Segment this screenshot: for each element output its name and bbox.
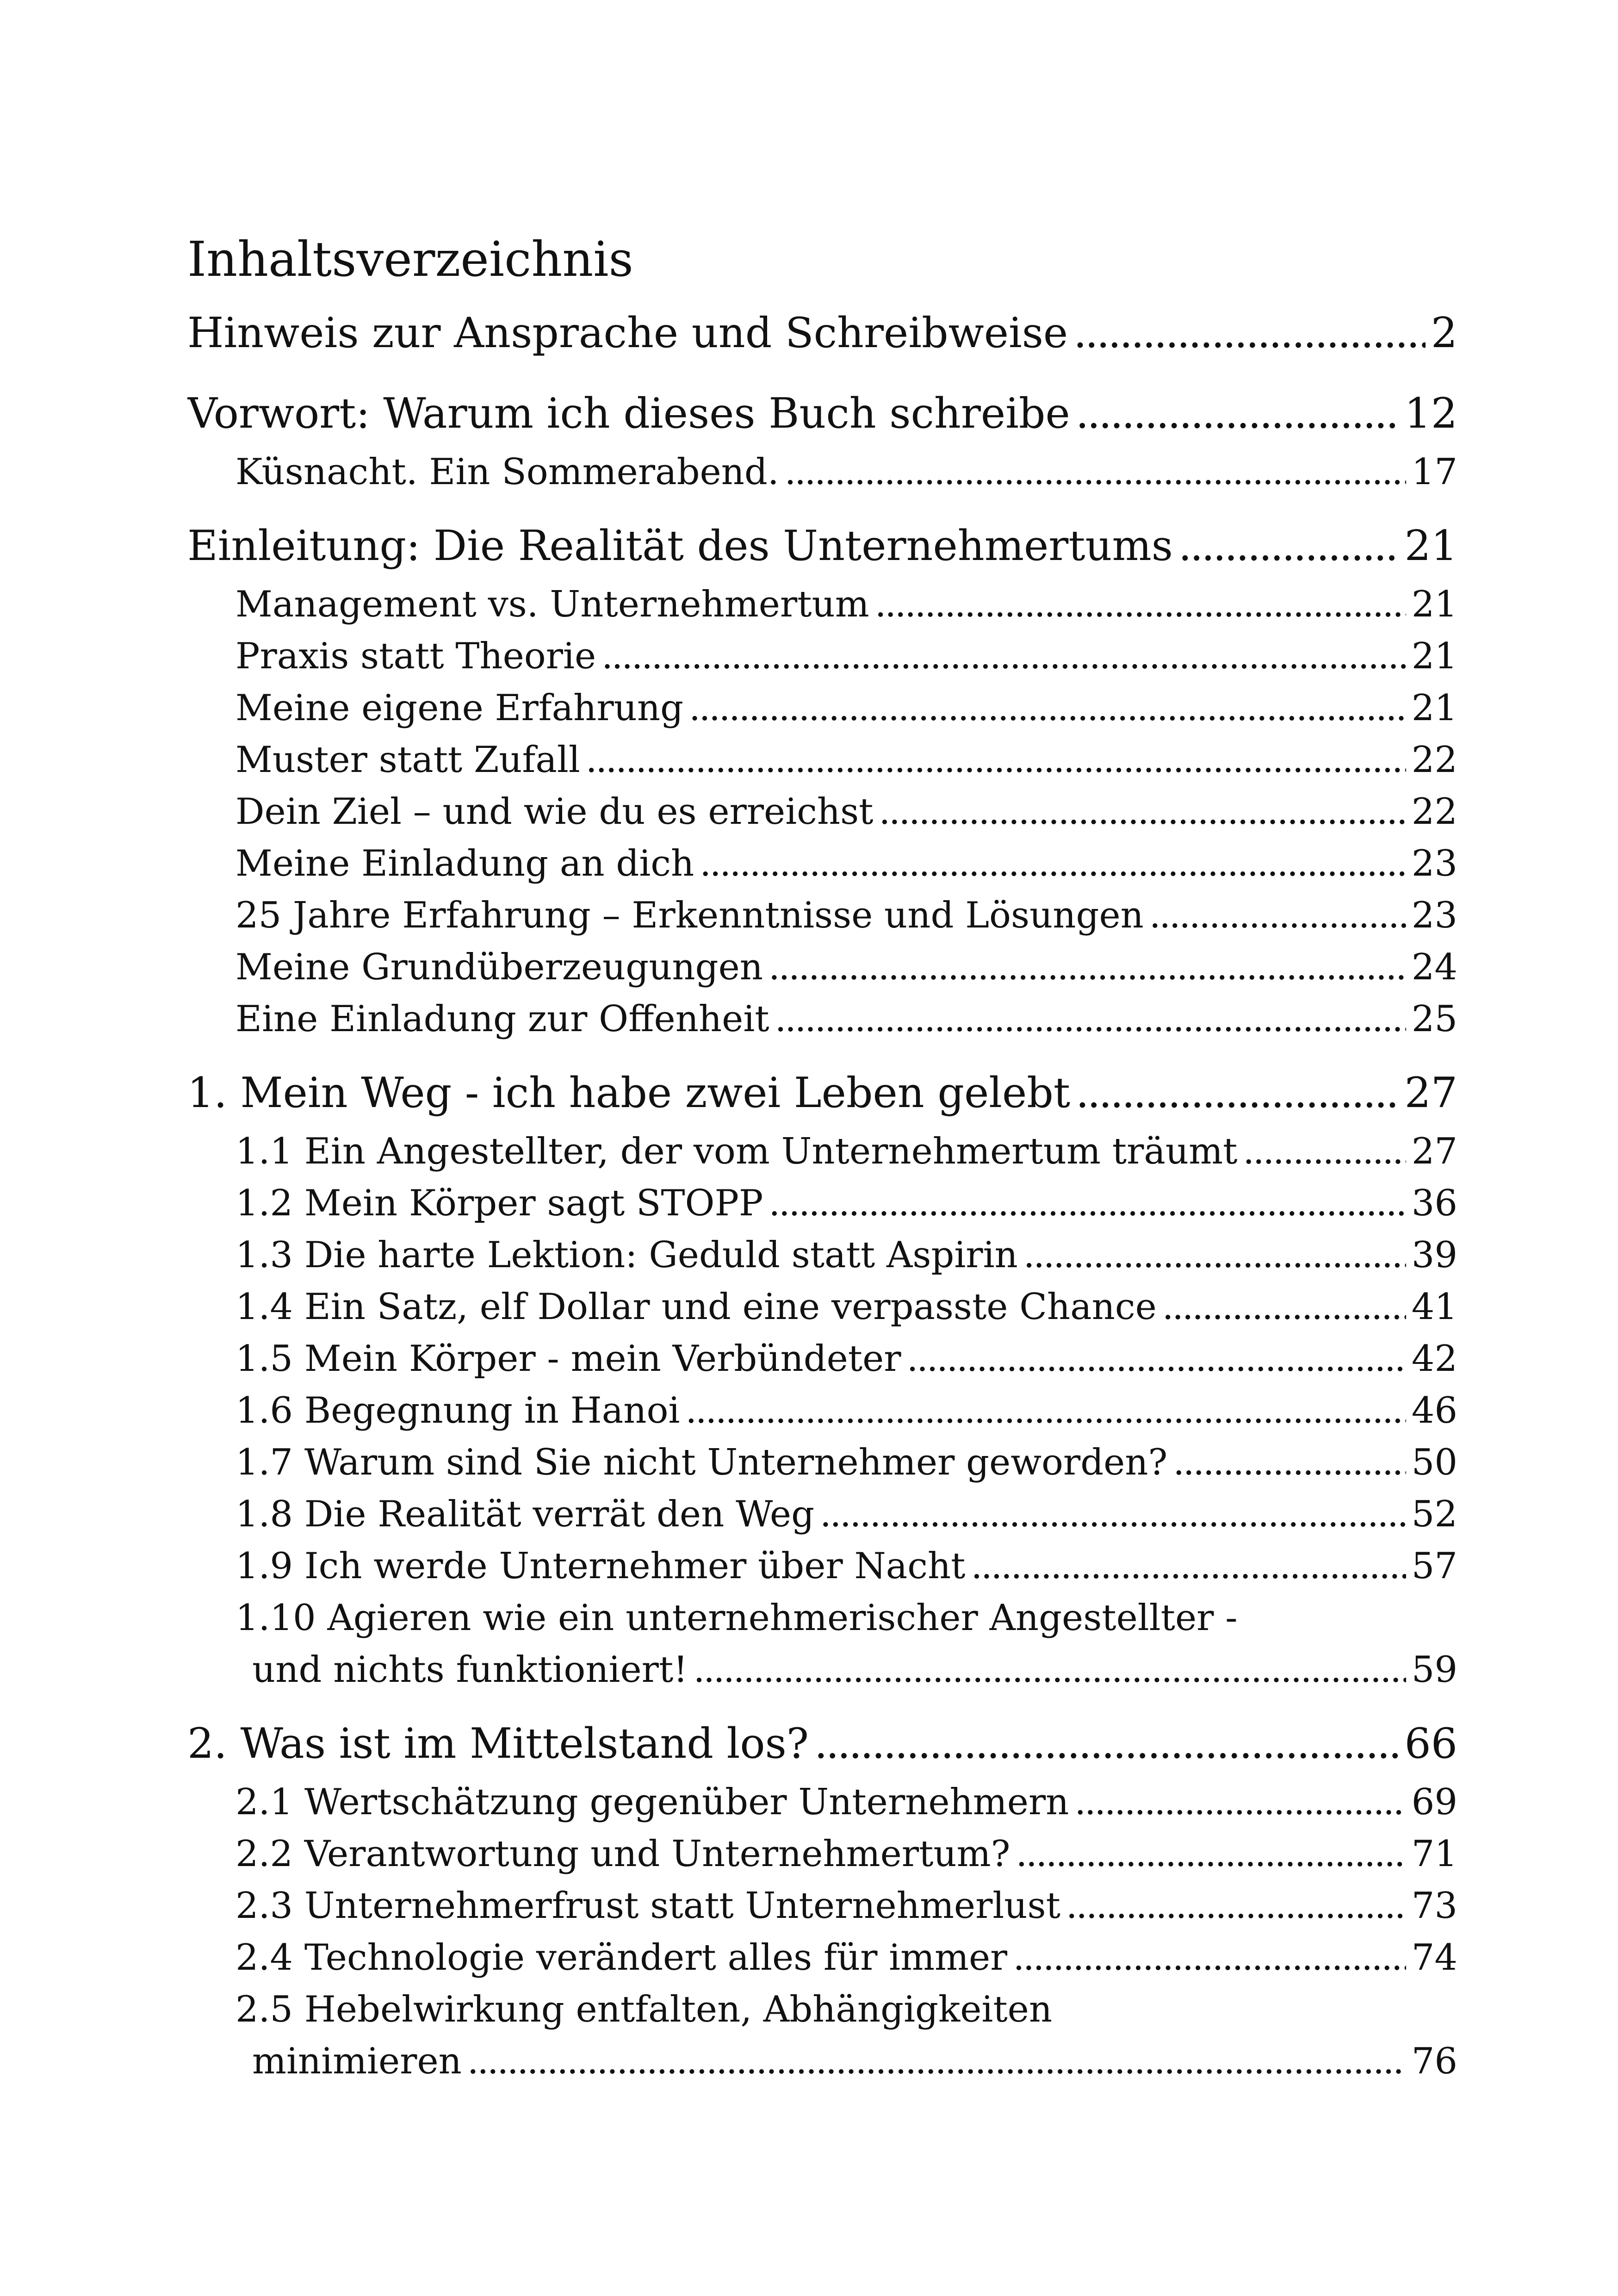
toc-subentry[interactable] — [187, 1880, 1457, 1932]
toc-subentry-page: 17 — [1411, 451, 1457, 493]
dot-leader — [1066, 1880, 1406, 1932]
toc-subentry[interactable] — [187, 579, 1457, 630]
toc-subentry-title: 25 Jahre Erfahrung – Erkenntnisse und Lösungen — [236, 895, 1144, 936]
toc-subentry[interactable] — [187, 1385, 1457, 1437]
dot-leader — [467, 2035, 1406, 2087]
toc-subentry[interactable] — [187, 1333, 1457, 1385]
dot-leader — [879, 786, 1406, 838]
toc-subentry[interactable] — [187, 630, 1457, 682]
toc-subentry-title: 2.1 Wertschätzung gegenüber Unternehmern — [236, 1781, 1069, 1823]
toc-subentry-page: 24 — [1411, 946, 1457, 988]
dot-leader — [775, 993, 1406, 1045]
toc-subentry-title: 2.2 Verantwortung und Unternehmertum? — [236, 1833, 1010, 1875]
toc-entry[interactable] — [187, 1061, 1457, 1126]
toc-subentry-page: 46 — [1411, 1390, 1457, 1431]
toc-subentry[interactable] — [187, 1281, 1457, 1333]
dot-leader — [1076, 381, 1399, 446]
toc-subentry-page: 23 — [1411, 843, 1457, 884]
dot-leader — [1173, 1437, 1406, 1488]
toc-subentry-page: 39 — [1411, 1234, 1457, 1276]
toc-subentry-title: Meine Grundüberzeugungen — [236, 946, 763, 988]
toc-entry-page: 12 — [1404, 389, 1457, 438]
toc-subentry-wrapped-first-line[interactable]: 2.5 Hebelwirkung entfalten, Abhängigkeiten — [236, 1989, 1053, 2030]
toc-entry[interactable] — [187, 514, 1457, 579]
toc-subentry-title: 1.3 Die harte Lektion: Geduld statt Aspirin — [236, 1234, 1018, 1276]
toc-entry-title: 1. Mein Weg - ich habe zwei Leben gelebt — [187, 1069, 1071, 1117]
toc-subentry[interactable] — [187, 682, 1457, 734]
dot-leader — [1023, 1229, 1406, 1281]
dot-leader — [814, 1711, 1399, 1776]
toc-chapter — [187, 1061, 1457, 1696]
toc-subentry-title: und nichts funktioniert! — [252, 1649, 688, 1691]
dot-leader — [1073, 301, 1426, 366]
dot-leader — [820, 1488, 1406, 1540]
toc-subentry-page: 76 — [1411, 2041, 1457, 2082]
toc-subentry-page: 22 — [1411, 791, 1457, 833]
toc-subentry-page: 73 — [1411, 1885, 1457, 1927]
toc-subentry[interactable] — [187, 1437, 1457, 1488]
dot-leader — [1074, 1776, 1406, 1828]
toc-subentry-title: Dein Ziel – und wie du es erreichst — [236, 791, 874, 833]
toc-subentry-page: 69 — [1411, 1781, 1457, 1823]
dot-leader — [1013, 1932, 1406, 1984]
toc-subentry-title: 1.8 Die Realität verrät den Weg — [236, 1493, 815, 1535]
toc-subentry[interactable] — [187, 838, 1457, 890]
dot-leader — [907, 1333, 1406, 1385]
toc-subentry-title: Management vs. Unternehmertum — [236, 584, 869, 625]
toc-subentry-page: 36 — [1411, 1182, 1457, 1224]
toc-subentry[interactable] — [187, 941, 1457, 993]
toc-entry-title: Hinweis zur Ansprache und Schreibweise — [187, 309, 1068, 357]
toc-subentry-title: 1.6 Begegnung in Hanoi — [236, 1390, 680, 1431]
toc-subentry-title: Muster statt Zufall — [236, 739, 580, 781]
toc-subentry-page: 21 — [1411, 635, 1457, 677]
toc-subentry[interactable] — [187, 1776, 1457, 1828]
toc-entry-page: 27 — [1404, 1069, 1457, 1117]
toc-subentry[interactable] — [187, 1229, 1457, 1281]
toc-subentry-title: Meine Einladung an dich — [236, 843, 694, 884]
toc-subentry-title: 1.2 Mein Körper sagt STOPP — [236, 1182, 763, 1224]
toc-subentry-page: 57 — [1411, 1545, 1457, 1587]
toc-subentry[interactable] — [187, 993, 1457, 1045]
toc-subentry[interactable] — [187, 2035, 1457, 2087]
toc-chapter — [187, 301, 1457, 366]
toc-subentry-title: 2.3 Unternehmerfrust statt Unternehmerlust — [236, 1885, 1060, 1927]
toc-subentry-title: minimieren — [252, 2041, 462, 2082]
toc-subentry[interactable] — [187, 1932, 1457, 1984]
toc-subentry-page: 21 — [1411, 687, 1457, 729]
toc-subentry[interactable] — [187, 1126, 1457, 1177]
dot-leader — [1076, 1061, 1399, 1126]
toc-subentry-page: 50 — [1411, 1442, 1457, 1483]
toc-subentry-page: 52 — [1411, 1493, 1457, 1535]
dot-leader — [601, 630, 1406, 682]
toc-subentry-title: Küsnacht. Ein Sommerabend. — [236, 451, 779, 493]
toc-subentry-title: Praxis statt Theorie — [236, 635, 596, 677]
toc-subentry[interactable] — [187, 1828, 1457, 1880]
toc-subentry[interactable] — [187, 1488, 1457, 1540]
dot-leader — [1162, 1281, 1406, 1333]
table-of-contents — [187, 222, 1457, 2103]
toc-subentry-title: 1.5 Mein Körper - mein Verbündeter — [236, 1338, 901, 1380]
toc-subentry-page: 41 — [1411, 1286, 1457, 1328]
dot-leader — [1016, 1828, 1406, 1880]
toc-entry-page: 66 — [1404, 1719, 1457, 1768]
toc-entry[interactable] — [187, 1711, 1457, 1776]
toc-entry-title: 2. Was ist im Mittelstand los? — [187, 1719, 809, 1768]
toc-subentry-page: 22 — [1411, 739, 1457, 781]
dot-leader — [1243, 1126, 1406, 1177]
dot-leader — [689, 682, 1406, 734]
toc-subentry-title: 1.7 Warum sind Sie nicht Unternehmer geworden? — [236, 1442, 1168, 1483]
dot-leader — [694, 1644, 1406, 1696]
toc-subentry-wrapped-first-line[interactable]: 1.10 Agieren wie ein unternehmerischer Angestellter - — [236, 1597, 1238, 1639]
toc-subentry[interactable] — [187, 446, 1457, 498]
dot-leader — [1149, 890, 1406, 941]
toc-chapter — [187, 1711, 1457, 2087]
toc-subentry[interactable] — [187, 1177, 1457, 1229]
toc-subentry-title: 1.9 Ich werde Unternehmer über Nacht — [236, 1545, 966, 1587]
toc-subentry-page: 21 — [1411, 584, 1457, 625]
toc-chapter — [187, 381, 1457, 498]
toc-subentry-title: Eine Einladung zur Offenheit — [236, 998, 769, 1040]
toc-entry-page: 21 — [1404, 522, 1457, 570]
toc-entry-title: Einleitung: Die Realität des Unternehmertums — [187, 522, 1173, 570]
toc-subentry-page: 59 — [1411, 1649, 1457, 1691]
toc-subentry[interactable] — [187, 734, 1457, 786]
toc-entry[interactable] — [187, 301, 1457, 366]
dot-leader — [875, 579, 1406, 630]
toc-entry-title: Vorwort: Warum ich dieses Buch schreibe — [187, 389, 1070, 438]
toc-subentry-page: 71 — [1411, 1833, 1457, 1875]
toc-subentry-title: 1.1 Ein Angestellter, der vom Unternehmertum träumt — [236, 1131, 1238, 1172]
toc-subentry-title: Meine eigene Erfahrung — [236, 687, 684, 729]
dot-leader — [785, 446, 1406, 498]
dot-leader — [971, 1540, 1406, 1592]
toc-subentry-page: 74 — [1411, 1937, 1457, 1979]
toc-subentry-title: 2.4 Technologie verändert alles für immer — [236, 1937, 1008, 1979]
dot-leader — [700, 838, 1406, 890]
toc-subentry[interactable] — [187, 1540, 1457, 1592]
toc-subentry[interactable] — [187, 786, 1457, 838]
dot-leader — [685, 1385, 1406, 1437]
toc-chapter — [187, 514, 1457, 1045]
toc-subentry[interactable] — [187, 890, 1457, 941]
dot-leader — [769, 941, 1406, 993]
dot-leader — [1178, 514, 1399, 579]
toc-entry-page: 2 — [1431, 309, 1457, 357]
toc-entry[interactable] — [187, 381, 1457, 446]
dot-leader — [769, 1177, 1406, 1229]
toc-title: Inhaltsverzeichnis — [187, 231, 633, 287]
toc-subentry-title: 1.4 Ein Satz, elf Dollar und eine verpasste Chance — [236, 1286, 1157, 1328]
toc-subentry-page: 27 — [1411, 1131, 1457, 1172]
toc-subentry-page: 23 — [1411, 895, 1457, 936]
dot-leader — [586, 734, 1406, 786]
toc-subentry[interactable] — [187, 1644, 1457, 1696]
toc-subentry-page: 25 — [1411, 998, 1457, 1040]
toc-subentry-page: 42 — [1411, 1338, 1457, 1380]
